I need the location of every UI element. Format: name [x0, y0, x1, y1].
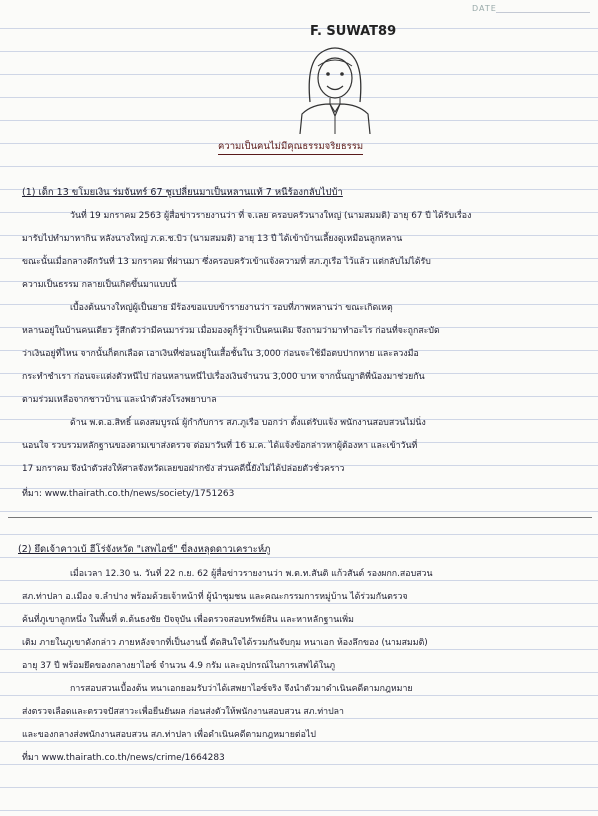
article-1-line: ตามร่วมเหลือจากชาวบ้าน และนำตัวส่งโรงพยาบาล — [22, 395, 217, 405]
article-2-line: และของกลางส่งพนักงานสอบสวน สภ.ท่าปลา เพื่อดำเนินคดีตามกฎหมายต่อไป — [22, 730, 316, 740]
article-1-source: ที่มา: www.thairath.co.th/news/society/1751263 — [22, 489, 235, 499]
article-2-line: สภ.ท่าปลา อ.เมือง จ.ลำปาง พร้อมด้วยเจ้าหน้าที่ ผู้นำชุมชน และคณะกรรมการหมู่บ้าน ได้ร่วมกันตรวจ — [22, 592, 408, 602]
article-2-line: ค้นที่ภูเขาลูกหนึ่ง ในพื้นที่ ต.ต้นธงชัย ปัจจุบัน เพื่อตรวจสอบทรัพย์สิน และหาหลักฐานเพิ่ม — [22, 615, 354, 625]
date-label: DATE — [472, 4, 497, 13]
article-2-line: อายุ 37 ปี พร้อมยึดของกลางยาไอซ์ จำนวน 4.9 กรัม และอุปกรณ์ในการเสพได้ในภู — [22, 661, 336, 671]
page-title: ความเป็นคนไม่มีคุณธรรมจริยธรรม — [218, 139, 363, 155]
article-1-line: เบื้องต้นนางใหญ่ผู้เป็นยาย มีร้องขอแบบข้ารายงานว่า รอบที่ภาพหลานว่า ขณะเกิดเหตุ — [70, 303, 393, 313]
article-1-heading: (1) เด็ก 13 ขโมยเงิน ร่มจันทร์ 67 ชูเปลี่ยนมาเป็นหลานแท้ 7 หนีร้องกลับไปบ้า — [22, 187, 343, 198]
article-divider — [8, 517, 592, 518]
article-1-line: ด้าน พ.ต.อ.สิทธิ์ แดงสมบูรณ์ ผู้กำกับการ สภ.ภูเรือ บอกว่า ตั้งแต่รับแจ้ง พนักงานสอบสวนไม่นิ่ง — [70, 418, 426, 428]
article-2-line: เมื่อเวลา 12.30 น. วันที่ 22 ก.ย. 62 ผู้สื่อข่าวรายงานว่า พ.ต.ท.สันติ แก้วสันต์ รองผกก.สอบสวน — [70, 569, 433, 579]
article-1-line: ขณะนั้นเมื่อกลางดึกวันที่ 13 มกราคม ที่ผ่านมา ซึ่งครอบครัวเข้าแจ้งความที่ สภ.ภูเรือ ไว้แล้ว แต่กลับไม่ได้รับ — [22, 257, 431, 267]
date-field-line — [496, 12, 590, 13]
article-1-line: มารับไปทำมาหากิน หลังนางใหญ่ ภ.ด.ช.บิว (นามสมมติ) อายุ 13 ปี ได้เข้าบ้านเลี้ยงดูเหมือนลูกหลาน — [22, 234, 403, 244]
article-1-line: นอนใจ รวบรวมหลักฐานของตามเขาส่งตรวจ ต่อมาวันที่ 16 ม.ค. ได้แจ้งข้อกล่าวหาผู้ต้องหา และเข้าวันที่ — [22, 441, 418, 451]
article-2-line: การสอบสวนเบื้องต้น หนาเอกยอมรับว่าได้เสพยาไอซ์จริง จึงนำตัวมาดำเนินคดีตามกฎหมาย — [70, 684, 413, 694]
article-2-heading: (2) ยึดเจ้าคาวเบ้ ฮีโร่จังหวัด "เสพไอซ์" ขี่ลงหลุดดาวเคราะห์ภู — [18, 544, 271, 555]
article-1-line: ความเป็นธรรม กลายเป็นเกิดขึ้นมาแบบนี้ — [22, 280, 177, 290]
article-1-line: วันที่ 19 มกราคม 2563 ผู้สื่อข่าวรายงานว่า ที่ จ.เลย ครอบครัวนางใหญ่ (นามสมมติ) อายุ 67 ปี ได้รับเรื่อง — [70, 211, 472, 221]
self-portrait-drawing — [292, 42, 378, 134]
article-1-line: หลานอยู่ในบ้านคนเดียว รู้สึกตัวว่ามีคนมาร่วม เมื่อมองดูก็รู้ว่าเป็นคนเดิม จึงถามว่ามาทำอะไร ก่อนที่จะถูกสะบัด — [22, 326, 440, 336]
article-2-source: ที่มา www.thairath.co.th/news/crime/1664283 — [22, 753, 225, 763]
article-1-line: กระทำชำเรา ก่อนจะแต่งตัวหนีไป ก่อนหลานหนีไปเรื่องเงินจำนวน 3,000 บาท จากนั้นญาติพี่น้องมาช่วยกัน — [22, 372, 425, 382]
article-2-line: เติม ภายในภูเขาดังกล่าว ภายหลังจากที่เป็นงานนี้ ตัดสินใจได้รวมกันจับกุม หนาเอก ห้องลึกของ (นามสมมติ) — [22, 638, 428, 648]
article-1-line: 17 มกราคม จึงนำตัวส่งให้ศาลจังหวัดเลยขอฝากขัง ส่วนคดีนี้ยังไม่ได้ปล่อยตัวชั่วคราว — [22, 464, 345, 474]
author-name: F. SUWAT89 — [310, 24, 397, 39]
article-1-line: ว่าเงินอยู่ที่ไหน จากนั้นก็ตกเลือด เอาเงินที่ซ่อนอยู่ในเสื้อชั้นใน 3,000 ก่อนจะใช้มือตบปากหาย และลวงมือ — [22, 349, 419, 359]
article-2-line: ส่งตรวจเลือดและตรวจปัสสาวะเพื่อยืนยันผล ก่อนส่งตัวให้พนักงานสอบสวน สภ.ท่าปลา — [22, 707, 344, 717]
